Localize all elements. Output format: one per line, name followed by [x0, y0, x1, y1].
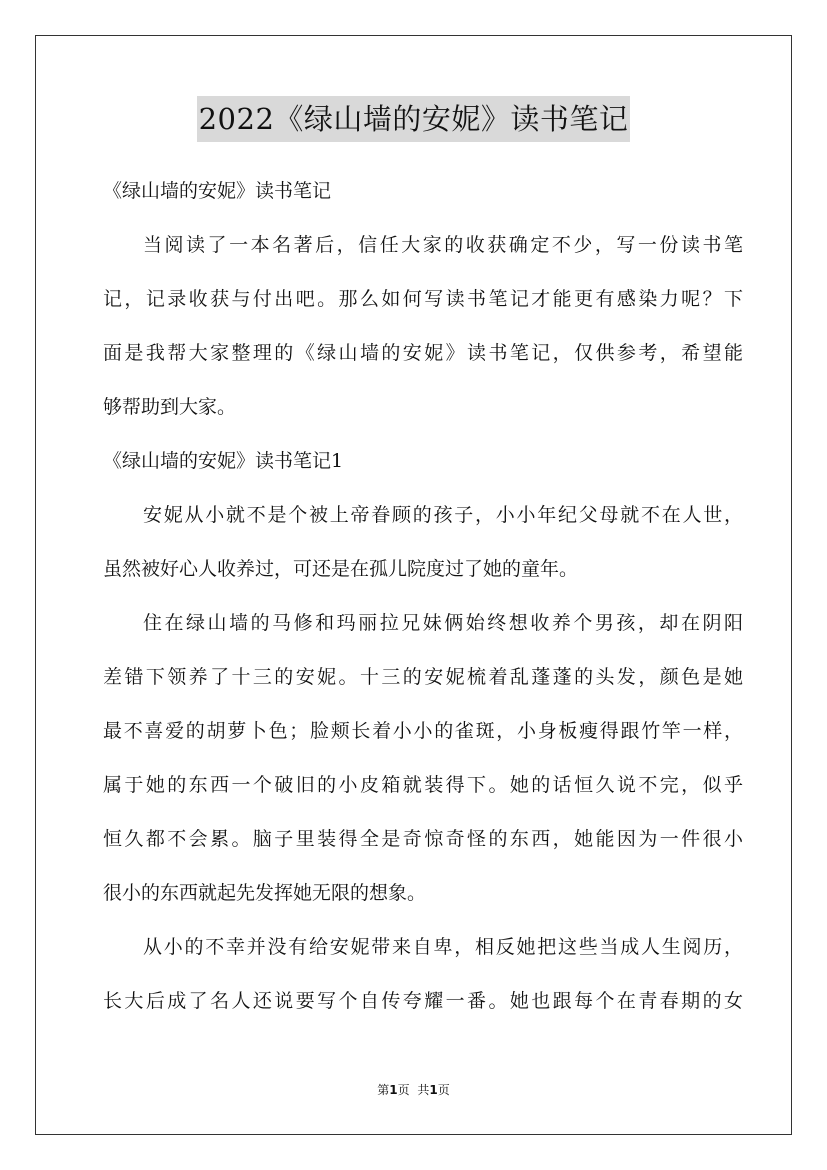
paragraph-line: 属于她的东西一个破旧的小皮箱就装得下。她的话恒久说不完，似乎: [103, 774, 743, 796]
paragraph-line: 虽然被好心人收养过，可还是在孤儿院度过了她的童年。: [103, 558, 579, 580]
title-container: [0, 96, 827, 142]
paragraph-line: 很小的东西就起先发挥她无限的想象。: [103, 882, 427, 904]
paragraph-line: 差错下领养了十三的安妮。十三的安妮梳着乱蓬蓬的头发，颜色是她: [103, 666, 743, 688]
page-prefix: 第: [377, 1083, 390, 1097]
paragraph-line: 从小的不幸并没有给安妮带来自卑，相反她把这些当成人生阅历，: [143, 936, 743, 958]
paragraph-line: 最不喜爱的胡萝卜色；脸颊长着小小的雀斑，小身板瘦得跟竹竿一样，: [103, 720, 743, 742]
paragraph-line: 够帮助到大家。: [103, 396, 237, 418]
paragraph-line: 面是我帮大家整理的《绿山墙的安妮》读书笔记，仅供参考，希望能: [103, 342, 743, 364]
total-pages: 1: [429, 1083, 438, 1097]
page-suffix: 页: [397, 1083, 410, 1097]
paragraph-line: 恒久都不会累。脑子里装得全是奇惊奇怪的东西，她能因为一件很小: [103, 828, 743, 850]
total-prefix: 共: [417, 1083, 430, 1097]
page-footer: [0, 1080, 827, 1100]
document-body: [103, 164, 743, 1028]
document-title: 2022《绿山墙的安妮》读书笔记: [197, 96, 631, 142]
paragraph-line: 安妮从小就不是个被上帝眷顾的孩子，小小年纪父母就不在人世，: [143, 504, 743, 526]
paragraph-line: 当阅读了一本名著后，信任大家的收获确定不少，写一份读书笔: [143, 234, 743, 256]
page-number: 1: [389, 1083, 398, 1097]
total-suffix: 页: [437, 1083, 450, 1097]
paragraph-line: 记，记录收获与付出吧。那么如何写读书笔记才能更有感染力呢？下: [103, 288, 743, 310]
section-heading: 《绿山墙的安妮》读书笔记1: [103, 450, 344, 472]
section-heading: 《绿山墙的安妮》读书笔记: [103, 180, 332, 202]
paragraph-line: 长大后成了名人还说要写个自传夸耀一番。她也跟每个在青春期的女: [103, 990, 743, 1012]
paragraph-line: 住在绿山墙的马修和玛丽拉兄妹俩始终想收养个男孩，却在阴阳: [143, 612, 743, 634]
